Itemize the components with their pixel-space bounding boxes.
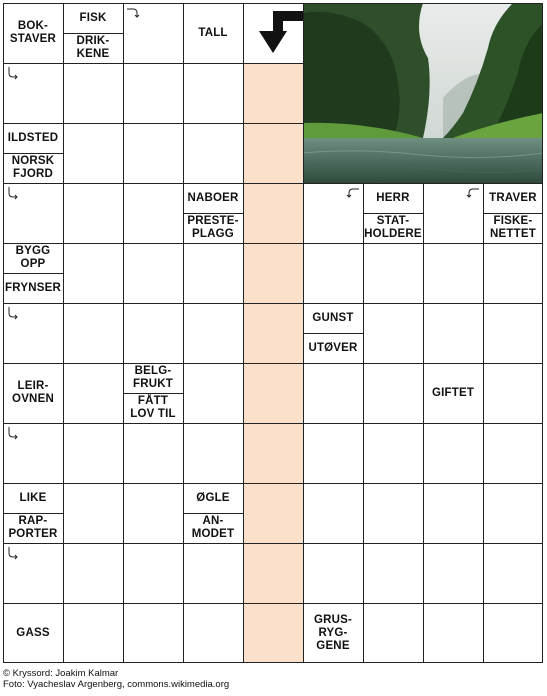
clue-fatt-lov-til-text: FÅTT LOV TIL: [130, 395, 176, 420]
clue-presteplagg-text: PRESTE- PLAGG: [187, 215, 239, 240]
clue-fisk-text: FISK: [79, 11, 107, 24]
clue-traver-text: TRAVER: [489, 191, 537, 204]
clue-drikkene-text: DRIK- KENE: [76, 35, 110, 60]
crossword-grid: [3, 3, 543, 663]
clue-gass-text: GASS: [16, 626, 50, 639]
photo-credit: Foto: Vyacheslav Argenberg, commons.wikimedia.org: [3, 679, 230, 690]
clue-statholdere-text: STAT- HOLDERE: [364, 215, 422, 240]
big-arrow-icon: [259, 11, 303, 53]
clue-like-text: LIKE: [19, 491, 47, 504]
clue-giftet-text: GIFTET: [431, 386, 475, 399]
grid-lines: [3, 3, 543, 663]
clue-naboer-text: NABOER: [187, 191, 239, 204]
clue-bokstaver-text: BOK- STAVER: [9, 20, 57, 45]
clue-herr-text: HERR: [376, 191, 410, 204]
clue-rapporter-text: RAP- PORTER: [8, 515, 58, 540]
clue-leirovnen-text: LEIR- OVNEN: [12, 380, 54, 405]
clue-fiskenettet-text: FISKE- NETTET: [490, 215, 536, 240]
clue-tall-text: TALL: [198, 26, 228, 39]
clue-utover-text: UTØVER: [308, 341, 358, 354]
clue-grusrygene-text: GRUS- RYG- GENE: [313, 613, 353, 652]
clue-gunst-text: GUNST: [312, 311, 354, 324]
clue-frynser-text: FRYNSER: [5, 281, 61, 294]
clue-belgfrukt-text: BELG- FRUKT: [133, 365, 173, 390]
copyright-credit: © Kryssord: Joakim Kalmar: [3, 668, 119, 679]
clue-norsk-fjord-text: NORSK FJORD: [11, 155, 55, 180]
clue-ogle-text: ØGLE: [196, 491, 230, 504]
clue-ildsted-text: ILDSTED: [7, 131, 59, 144]
clue-bygg-opp-text: BYGG OPP: [15, 245, 51, 270]
clue-anmodet-text: AN- MODET: [191, 515, 235, 540]
